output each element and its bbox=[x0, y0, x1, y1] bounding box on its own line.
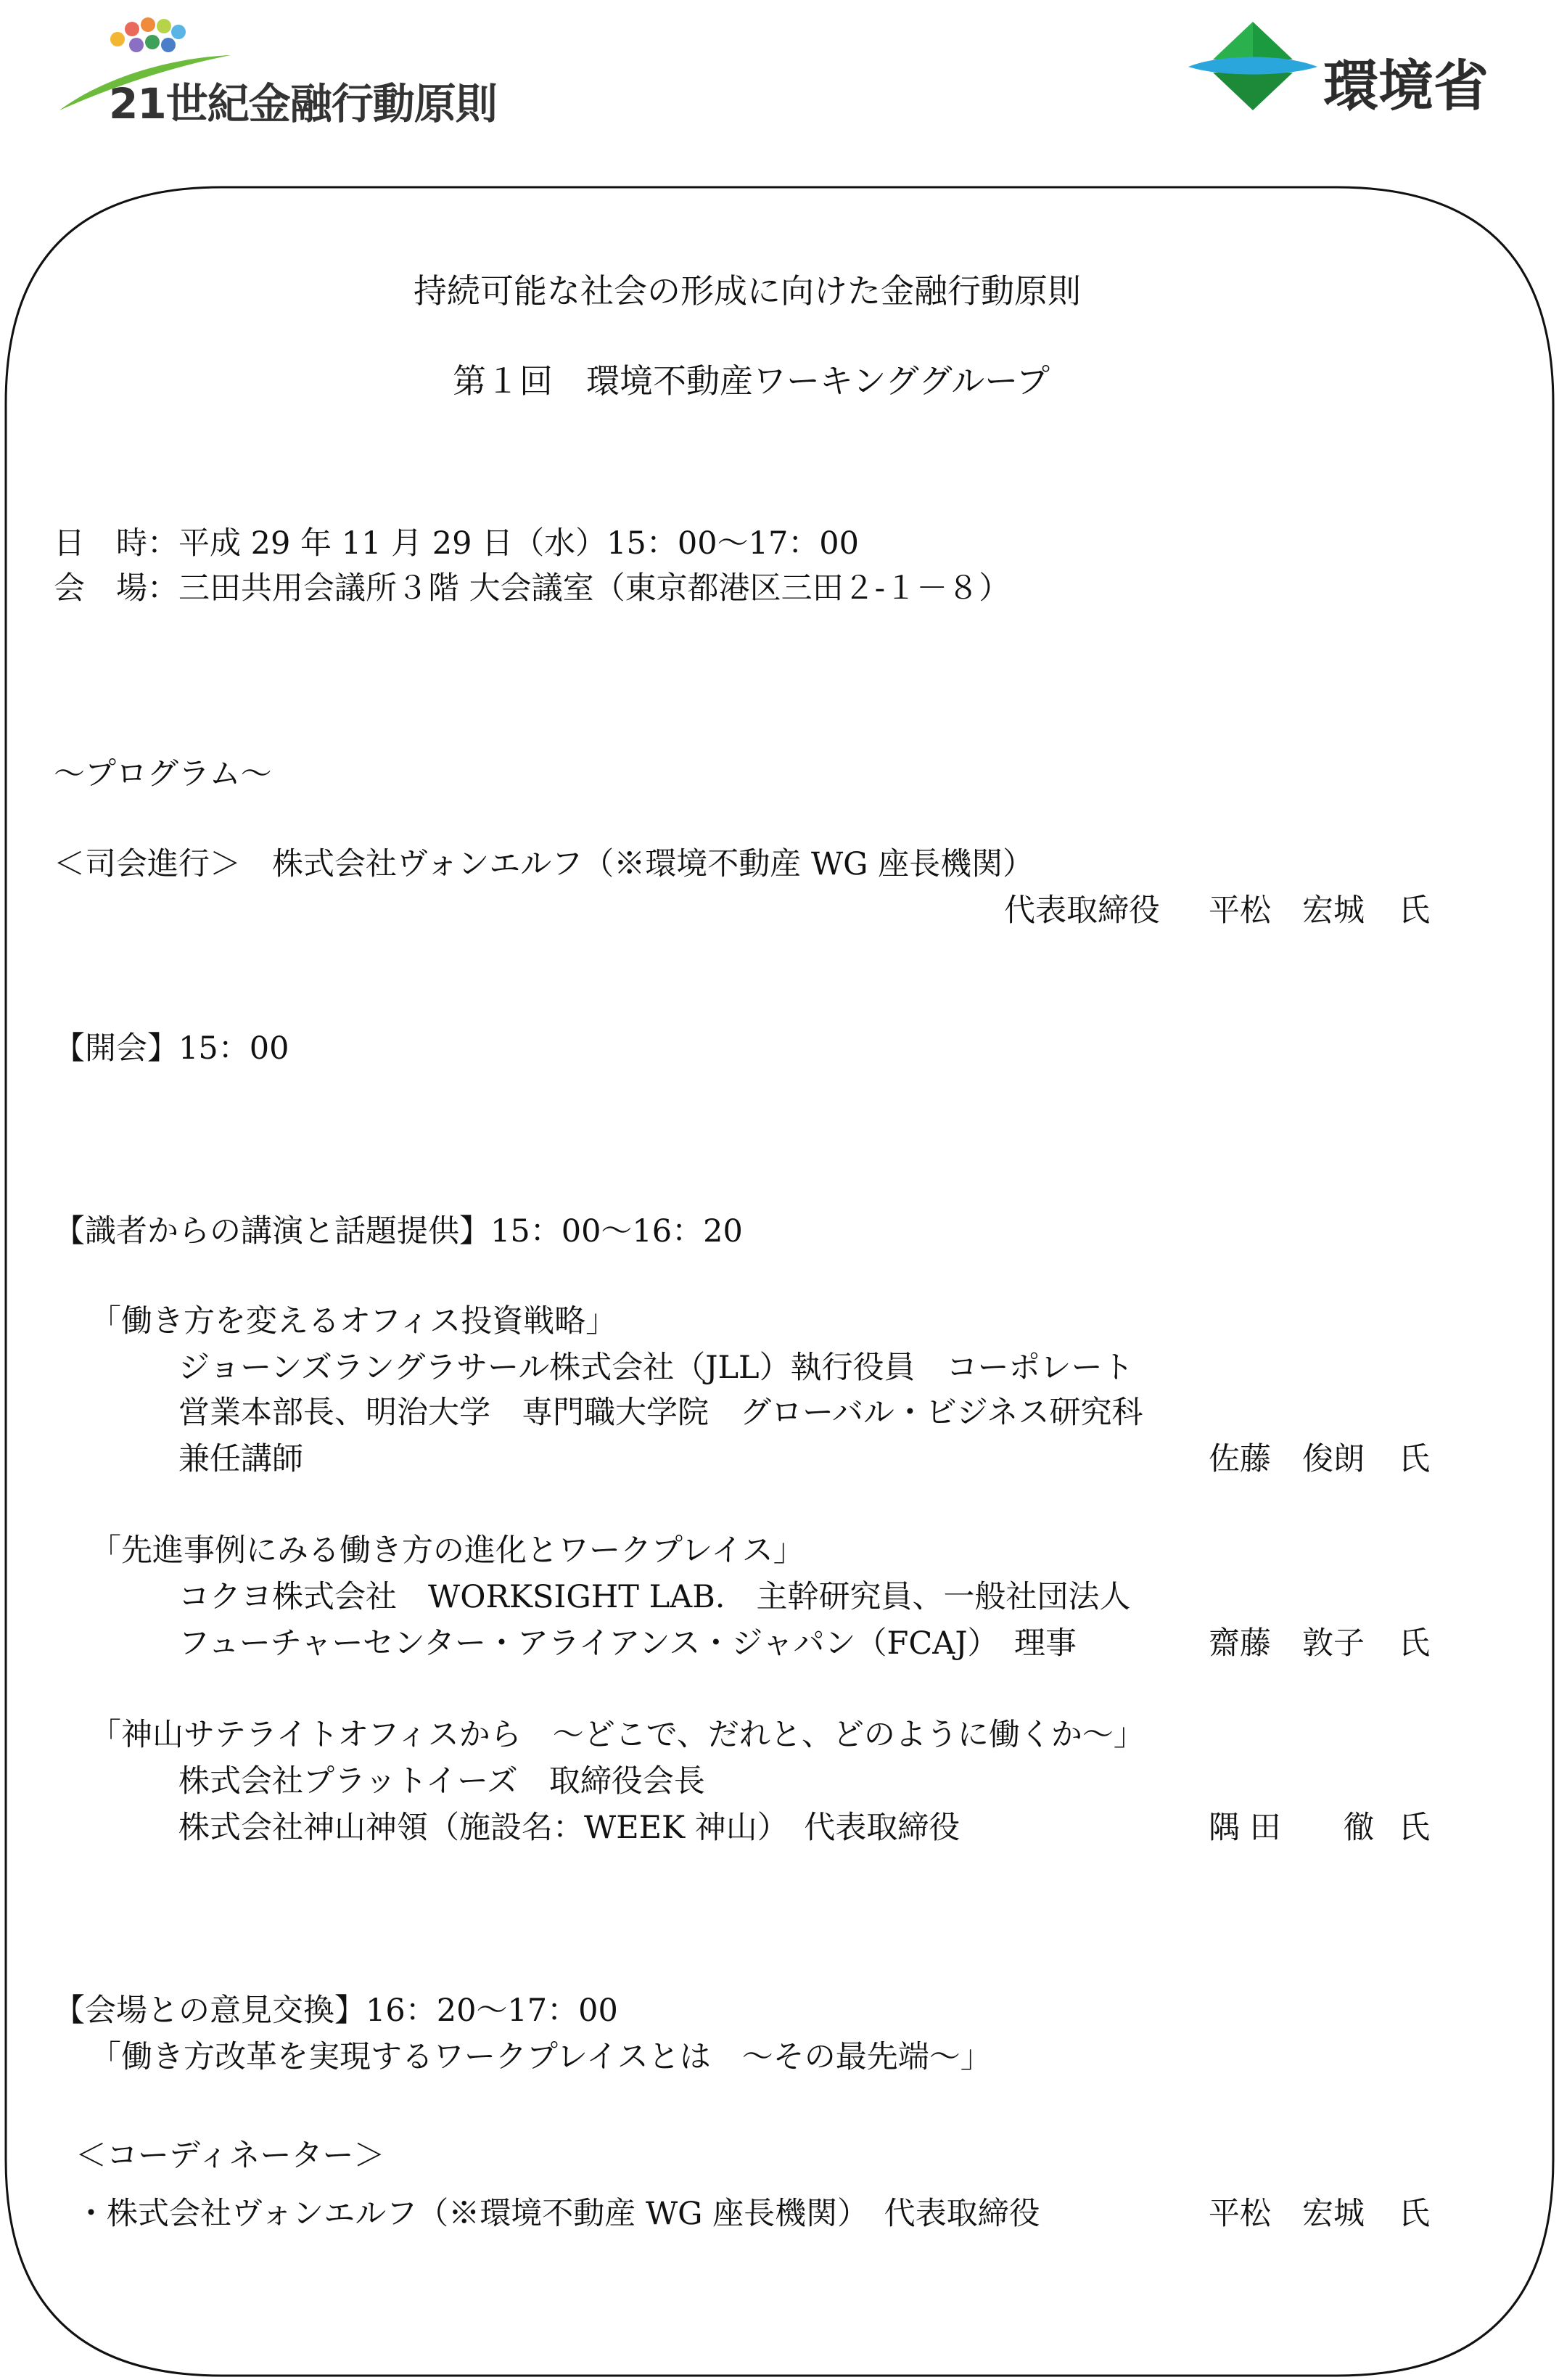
talk-2-title: 「先進事例にみる働き方の進化とワークプレイス」 bbox=[90, 1532, 805, 1569]
exchange-title: 「働き方改革を実現するワークプレイスとは ～その最先端～」 bbox=[90, 2039, 992, 2075]
talk-2-line-1: コクヨ株式会社 WORKSIGHT LAB. 主幹研究員、一般社団法人 bbox=[178, 1579, 1131, 1615]
coordinator-name: 平松 宏城 bbox=[1209, 2196, 1365, 2232]
talk-3-speaker: 隅 田 徹 bbox=[1209, 1810, 1375, 1846]
coordinator-heading: ＜コーディネーター＞ bbox=[75, 2138, 385, 2174]
ministry-of-environment-logo bbox=[1184, 16, 1503, 118]
mc-name: 平松 宏城 bbox=[1209, 892, 1365, 929]
mc-role: 代表取締役 bbox=[1004, 892, 1160, 929]
document-subtitle: 第１回 環境不動産ワーキンググループ bbox=[453, 361, 1050, 401]
talk-1-line-3: 兼任講師 bbox=[178, 1441, 303, 1477]
talk-2-line-2: フューチャーセンター・アライアンス・ジャパン（FCAJ） 理事 bbox=[178, 1625, 1077, 1662]
coordinator-line: ・株式会社ヴォンエルフ（※環境不動産 WG 座長機関） 代表取締役 bbox=[75, 2196, 1040, 2232]
ministry-logo-text: 環境省 bbox=[1323, 54, 1489, 118]
exchange-heading: 【会場との意見交換】16：20～17：00 bbox=[54, 1993, 618, 2029]
lectures-heading: 【識者からの講演と話題提供】15：00～16：20 bbox=[54, 1213, 743, 1250]
talk-1-line-1: ジョーンズラングラサール株式会社（JLL）執行役員 コーポレート bbox=[178, 1350, 1134, 1386]
document-title: 持続可能な社会の形成に向けた金融行動原則 bbox=[414, 271, 1081, 311]
opening: 【開会】15：00 bbox=[54, 1030, 289, 1067]
talk-3-line-2: 株式会社神山神領（施設名：WEEK 神山） 代表取締役 bbox=[178, 1810, 961, 1846]
talk-1-line-2: 営業本部長、明治大学 専門職大学院 グローバル・ビジネス研究科 bbox=[178, 1395, 1143, 1431]
coordinator-suffix: 氏 bbox=[1399, 2196, 1430, 2232]
talk-2-suffix: 氏 bbox=[1399, 1625, 1430, 1662]
date-time: 日 時：平成 29 年 11 月 29 日（水）15：00～17：00 bbox=[54, 525, 860, 562]
talk-3-title: 「神山サテライトオフィスから ～どこで、だれと、どのように働くか～」 bbox=[90, 1717, 1145, 1753]
principles-logo-text: 21世紀金融行動原則 bbox=[109, 79, 497, 128]
talk-1-suffix: 氏 bbox=[1399, 1441, 1430, 1477]
talk-3-suffix: 氏 bbox=[1399, 1810, 1430, 1846]
ministry-emblem-icon bbox=[1184, 16, 1322, 118]
talk-2-speaker: 齋藤 敦子 bbox=[1209, 1625, 1365, 1662]
principles-logo bbox=[57, 10, 521, 128]
venue: 会 場：三田共用会議所３階 大会議室（東京都港区三田２‐１－８） bbox=[54, 570, 1011, 607]
program-heading: ～プログラム～ bbox=[54, 756, 272, 792]
talk-1-speaker: 佐藤 俊朗 bbox=[1209, 1441, 1365, 1477]
talk-3-line-1: 株式会社プラットイーズ 取締役会長 bbox=[178, 1763, 705, 1800]
talk-1-title: 「働き方を変えるオフィス投資戦略」 bbox=[90, 1303, 617, 1339]
mc-suffix: 氏 bbox=[1399, 892, 1430, 929]
mc-label: ＜司会進行＞ 株式会社ヴォンエルフ（※環境不動産 WG 座長機関） bbox=[54, 846, 1034, 882]
